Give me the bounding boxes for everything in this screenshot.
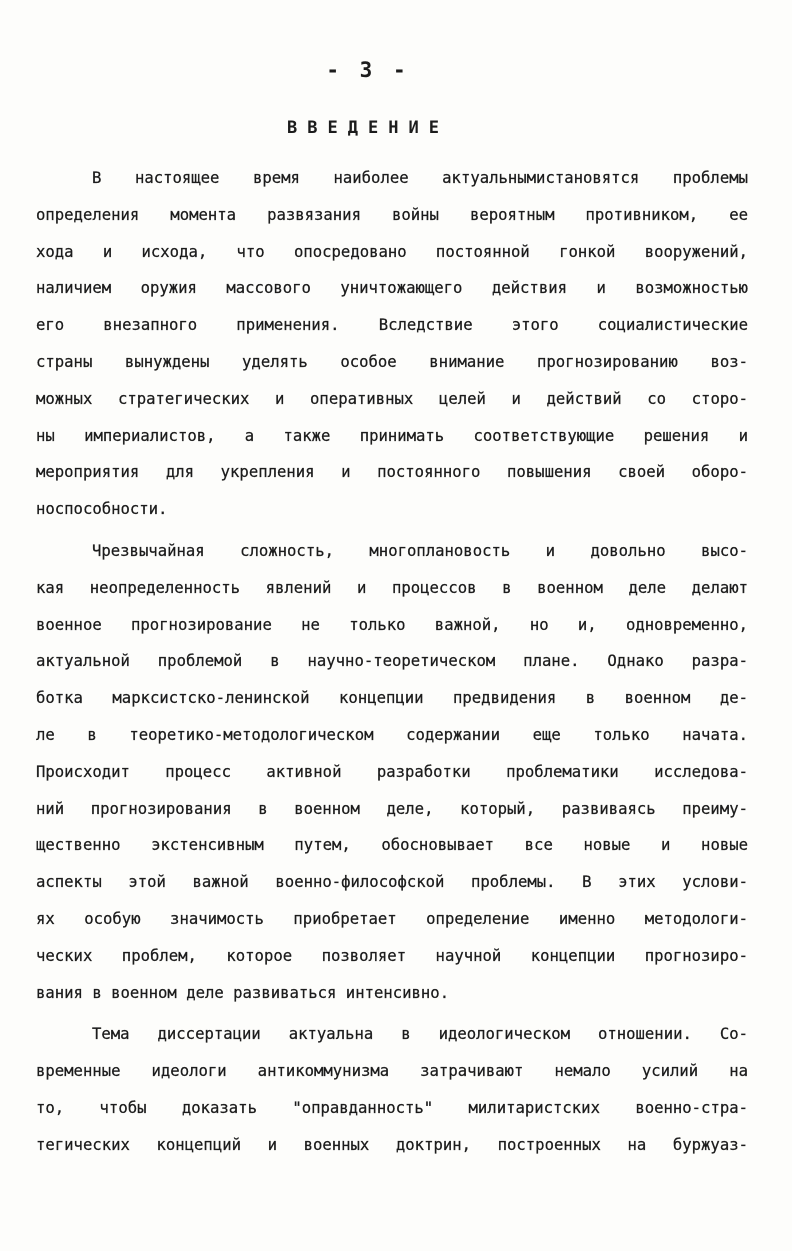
text-line: определения момента развязания войны вероятным противником, ее: [36, 205, 748, 224]
text-line: временные идеологи антикоммунизма затрачивают немало усилий на: [36, 1062, 748, 1081]
text-line: кая неопределенность явлений и процессов в военном деле делают: [36, 578, 748, 597]
text-line: аспекты этой важной военно-философской проблемы. В этих услови-: [36, 873, 748, 892]
text-line: Тема диссертации актуальна в идеологическом отношении. Со-: [92, 1025, 748, 1044]
paragraph-1: [36, 160, 748, 528]
text-line: ботка марксистско-ленинской концепции предвидения в военном де-: [36, 689, 748, 708]
text-line: ны империалистов, а также принимать соответствующие решения и: [36, 426, 748, 445]
text-line: Происходит процесс активной разработки проблематики исследова-: [36, 762, 748, 781]
text-line: его внезапного применения. Вследствие этого социалистические: [36, 316, 748, 335]
text-line: можных стратегических и оперативных целей и действий со сторо-: [36, 389, 748, 408]
text-line: то, чтобы доказать "оправданность" милитаристских военно-стра-: [36, 1098, 748, 1117]
text-line: мероприятия для укрепления и постоянного повышения своей оборо-: [36, 463, 748, 482]
text-line: актуальной проблемой в научно-теоретическом плане. Однако разра-: [36, 652, 748, 671]
paragraph-2: [36, 533, 748, 1011]
text-line: наличием оружия массового уничтожающего действия и возможностью: [36, 279, 748, 298]
section-heading: ВВЕДЕНИЕ: [287, 118, 449, 138]
text-line: ческих проблем, которое позволяет научной концепции прогнозиро-: [36, 946, 748, 965]
text-line: тегических концепций и военных доктрин, построенных на буржуаз-: [36, 1135, 748, 1154]
text-line: страны вынуждены уделять особое внимание прогнозированию воз-: [36, 352, 748, 371]
text-line: В настоящее время наиболее актуальнымистановятся проблемы: [92, 169, 748, 187]
page-number: - 3 -: [326, 58, 410, 82]
body-text: [36, 160, 748, 1169]
text-line: военное прогнозирование не только важной, но и, одновременно,: [36, 615, 748, 634]
text-line: щественно экстенсивным путем, обосновывает все новые и новые: [36, 836, 748, 855]
text-line: вания в военном деле развиваться интенсивно.: [36, 983, 450, 1002]
text-line: ний прогнозирования в военном деле, который, развиваясь преиму-: [36, 799, 748, 818]
paragraph-3: [36, 1016, 748, 1163]
text-line: ле в теоретико-методологическом содержании еще только начата.: [36, 725, 748, 744]
text-line: носпособности.: [36, 500, 168, 519]
text-line: Чрезвычайная сложность, многоплановость и довольно высо-: [92, 541, 748, 560]
text-line: ях особую значимость приобретает определение именно методологи-: [36, 909, 748, 928]
text-line: хода и исхода, что опосредовано постоянной гонкой вооружений,: [36, 242, 748, 261]
